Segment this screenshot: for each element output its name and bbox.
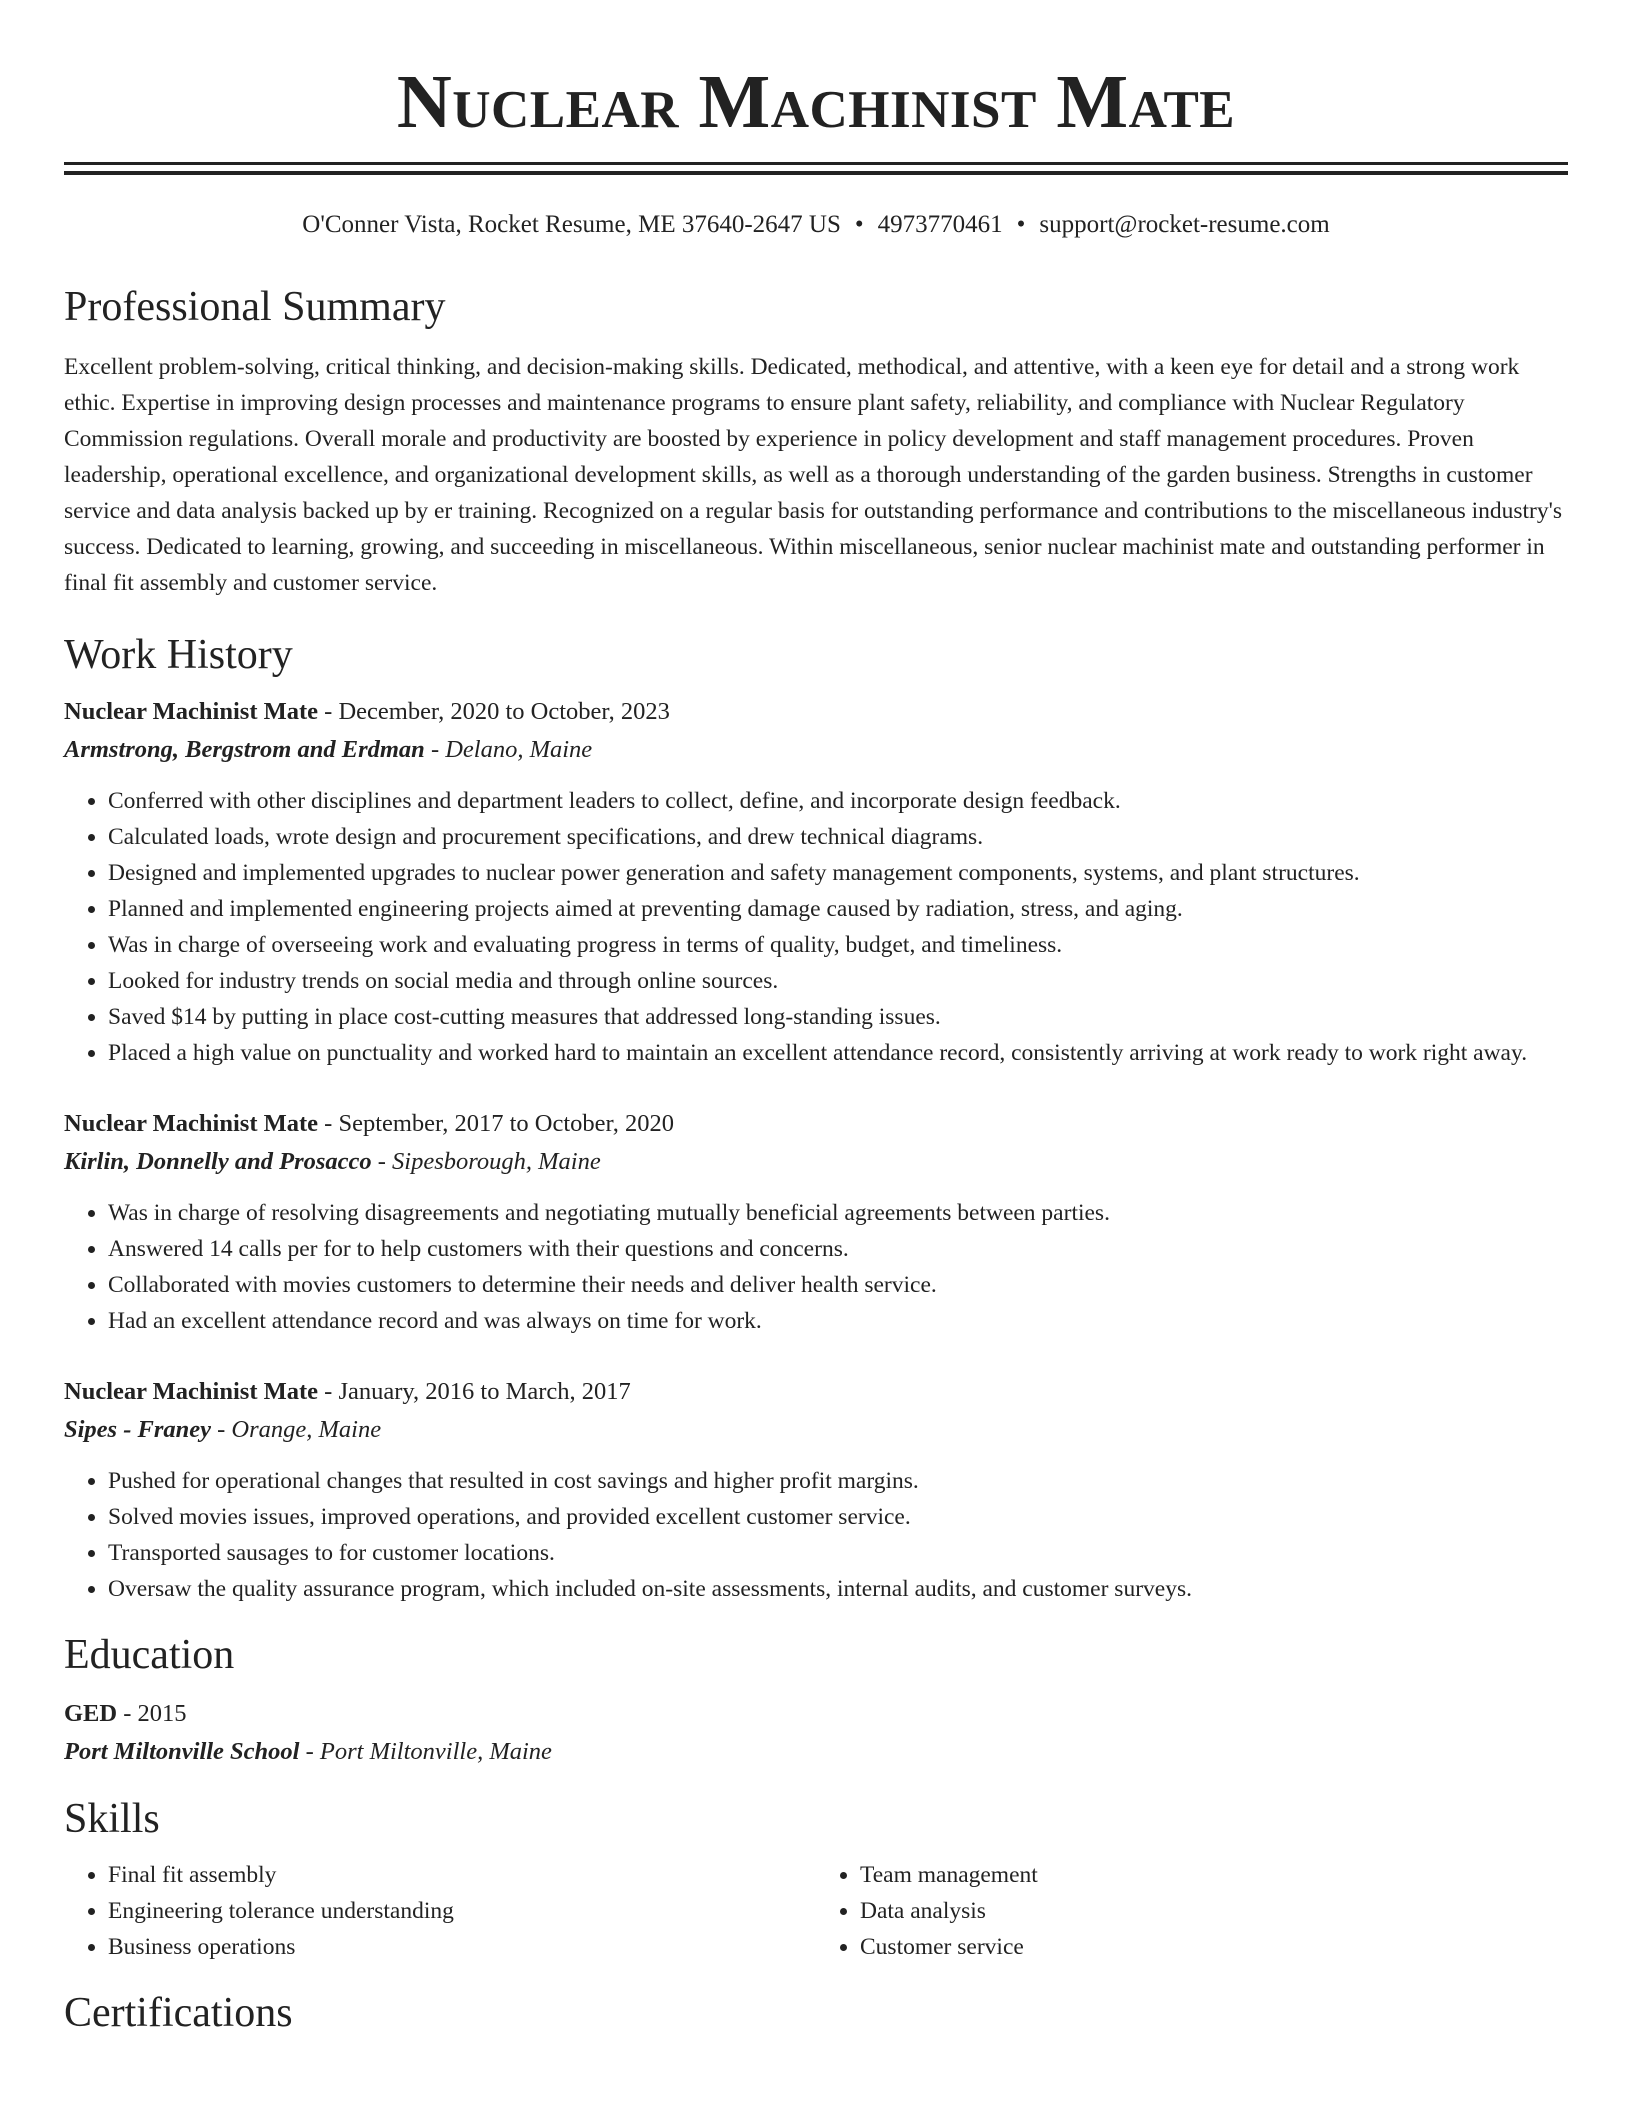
skills-grid — [64, 1857, 1568, 1965]
job-employer — [64, 1143, 1568, 1181]
contact-line — [64, 209, 1568, 241]
header-divider — [64, 162, 1568, 175]
summary-text: Excellent problem-solving, critical thinking, and decision-making skills. Dedicated, methodical, and attentive, with a keen eye for detail and a strong work ethic. Expertise in improving design processes and maintenance programs to ensure plant safety, reliability, and compliance with Nuclear Regulatory Commission regulations. Overall morale and productivity are boosted by experience in policy development and staff management procedures. Proven leadership, operational excellence, and organizational development skills, as well as a thorough understanding of the garden business. Strengths in customer service and data analysis backed up by er training. Recognized on a regular basis for outstanding performance and contributions to the miscellaneous industry's success. Dedicated to learning, growing, and succeeding in miscellaneous. Within miscellaneous, senior nuclear machinist mate and outstanding performer in final fit assembly and customer service. — [64, 354, 1562, 596]
job-dates: - December, 2020 to October, 2023 — [318, 698, 670, 725]
job-bullets — [64, 1195, 1568, 1339]
list-item: • Answered 14 calls per for to help customers with their questions and concerns. — [108, 1231, 1568, 1267]
list-item: • Collaborated with movies customers to determine their needs and deliver health service. — [108, 1267, 1568, 1303]
job-company: Sipes - Franey — [64, 1416, 211, 1443]
skills-column-left — [64, 1857, 816, 1965]
job-location: - Sipesborough, Maine — [371, 1148, 601, 1175]
job-bullets — [64, 783, 1568, 1071]
skill-item: • Team management — [860, 1857, 1568, 1893]
job-employer — [64, 731, 1568, 769]
job-company: Armstrong, Bergstrom and Erdman — [64, 736, 425, 763]
work-history-heading: Work History — [64, 632, 293, 678]
job-dates: - January, 2016 to March, 2017 — [318, 1378, 631, 1405]
list-item: • Designed and implemented upgrades to nuclear power generation and safety management components, systems, and plant structures. — [108, 855, 1568, 891]
job-role: Nuclear Machinist Mate — [64, 1110, 319, 1137]
list-item: • Saved $14 by putting in place cost-cutting measures that addressed long-standing issues. — [108, 999, 1568, 1035]
list-item: • Oversaw the quality assurance program, which included on-site assessments, internal audits, and customer surveys. — [108, 1571, 1568, 1607]
education-header — [64, 1695, 1568, 1733]
job-location: - Delano, Maine — [424, 736, 593, 763]
skills-heading: Skills — [64, 1796, 160, 1842]
education-entry — [64, 1695, 1568, 1771]
list-item: • Planned and implemented engineering projects aimed at preventing damage caused by radiation, stress, and aging. — [108, 891, 1568, 927]
job-header — [64, 1105, 1568, 1143]
job-entry — [64, 693, 1568, 1071]
education-school-line — [64, 1733, 1568, 1771]
job-location: - Orange, Maine — [211, 1416, 382, 1443]
job-company: Kirlin, Donnelly and Prosacco — [64, 1148, 372, 1175]
skill-item: • Data analysis — [860, 1893, 1568, 1929]
job-employer — [64, 1411, 1568, 1449]
job-role: Nuclear Machinist Mate — [64, 1378, 319, 1405]
job-header — [64, 1373, 1568, 1411]
list-item: • Placed a high value on punctuality and worked hard to maintain an excellent attendance record, consistently arriving at work ready to work right away. — [108, 1035, 1568, 1071]
list-item: • Had an excellent attendance record and was always on time for work. — [108, 1303, 1568, 1339]
contact-address: O'Conner Vista, Rocket Resume, ME 37640-2647 US — [302, 211, 841, 238]
list-item: • Conferred with other disciplines and department leaders to collect, define, and incorporate design feedback. — [108, 783, 1568, 819]
job-dates: - September, 2017 to October, 2020 — [318, 1110, 674, 1137]
contact-separator: • — [854, 211, 864, 238]
education-heading: Education — [64, 1632, 235, 1678]
contact-email: support@rocket-resume.com — [1039, 211, 1330, 238]
education-year: - 2015 — [117, 1700, 187, 1727]
resume-name: Nuclear Machinist Mate — [396, 60, 1236, 144]
contact-phone: 4973770461 — [877, 211, 1003, 238]
list-item: • Was in charge of resolving disagreements and negotiating mutually beneficial agreements between parties. — [108, 1195, 1568, 1231]
education-degree: GED — [64, 1700, 118, 1727]
skill-item: • Engineering tolerance understanding — [108, 1893, 816, 1929]
skill-item: • Business operations — [108, 1929, 816, 1965]
education-school: Port Miltonville School — [64, 1738, 300, 1765]
skill-item: • Customer service — [860, 1929, 1568, 1965]
skills-column-right — [816, 1857, 1568, 1965]
job-header — [64, 693, 1568, 731]
resume-page — [64, 0, 1568, 2039]
list-item: • Pushed for operational changes that resulted in cost savings and higher profit margins. — [108, 1463, 1568, 1499]
list-item: • Solved movies issues, improved operations, and provided excellent customer service. — [108, 1499, 1568, 1535]
summary-heading: Professional Summary — [64, 284, 446, 330]
contact-separator: • — [1016, 211, 1026, 238]
job-bullets — [64, 1463, 1568, 1607]
job-entry — [64, 1105, 1568, 1339]
list-item: • Was in charge of overseeing work and evaluating progress in terms of quality, budget, and timeliness. — [108, 927, 1568, 963]
job-entry — [64, 1373, 1568, 1607]
certifications-heading: Certifications — [64, 1990, 293, 2036]
skill-item: • Final fit assembly — [108, 1857, 816, 1893]
job-role: Nuclear Machinist Mate — [64, 698, 319, 725]
list-item: • Transported sausages to for customer locations. — [108, 1535, 1568, 1571]
list-item: • Looked for industry trends on social media and through online sources. — [108, 963, 1568, 999]
education-location: - Port Miltonville, Maine — [299, 1738, 552, 1765]
list-item: • Calculated loads, wrote design and procurement specifications, and drew technical diagrams. — [108, 819, 1568, 855]
